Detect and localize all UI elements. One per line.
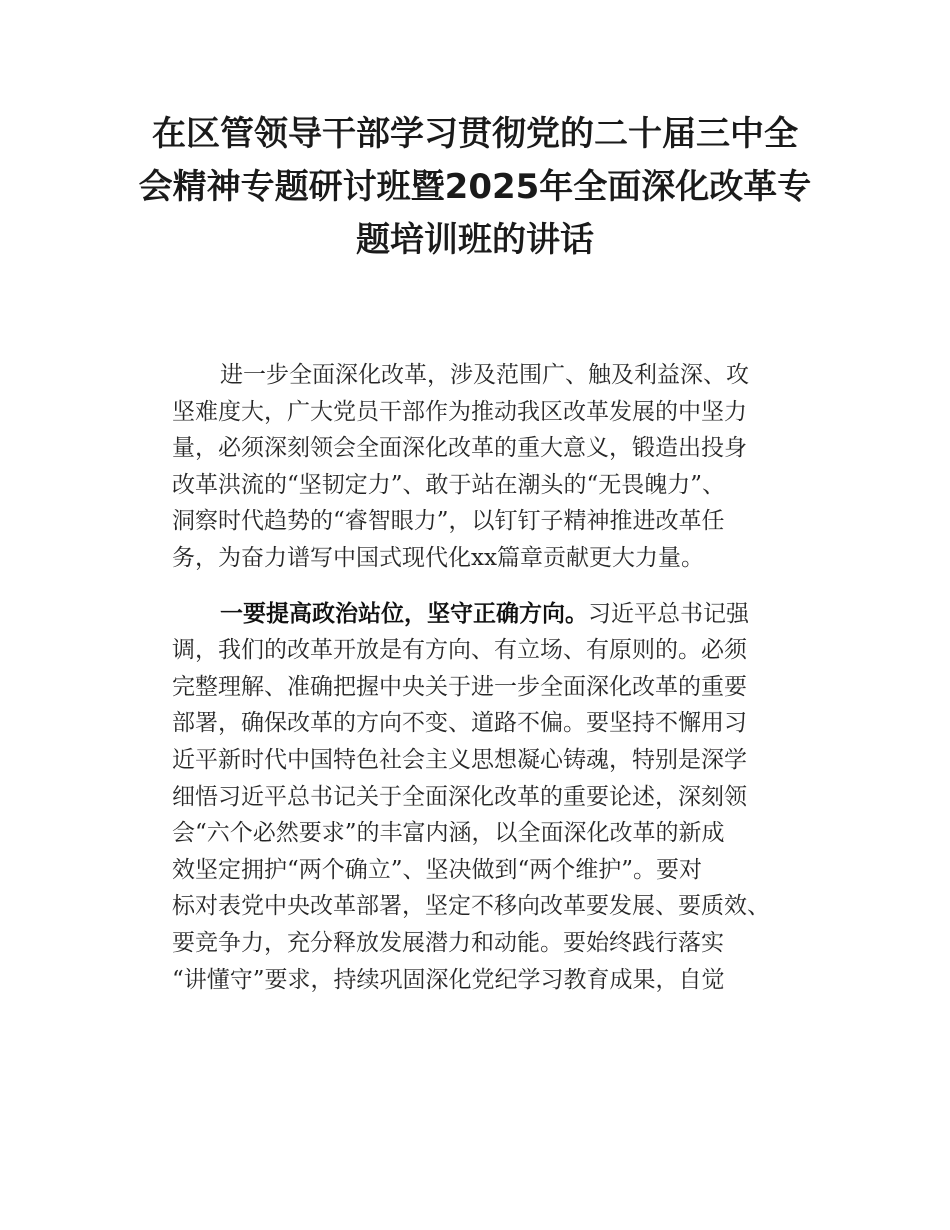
paragraph-lead-heading: 一要提高政治站位，坚守正确方向。	[220, 600, 588, 627]
text-line: 量，必须深刻领会全面深化改革的重大意义，锻造出投身	[172, 435, 747, 462]
text-line: 部署，确保改革的方向不变、道路不偏。要坚持不懈用习	[172, 710, 747, 737]
title-line-1: 在区管领导干部学习贯彻党的二十届三中全	[152, 114, 798, 154]
title-line-3: 题培训班的讲话	[356, 220, 594, 260]
document-title	[120, 108, 830, 267]
text-line: 完整理解、准确把握中央关于进一步全面深化改革的重要	[172, 673, 747, 700]
text-line: 坚难度大，广大党员干部作为推动我区改革发展的中坚力	[172, 398, 747, 425]
text-line: 改革洪流的“坚韧定力”、敢于站在潮头的“无畏魄力”、	[172, 471, 726, 498]
text-line: 会“六个必然要求”的丰富内涵，以全面深化改革的新成	[172, 820, 725, 847]
paragraph-intro	[172, 357, 808, 577]
text-line: 洞察时代趋势的“睿智眼力”，以钉钉子精神推进改革任	[172, 508, 725, 535]
text-line: “讲懂守”要求，持续巩固深化党纪学习教育成果，自觉	[172, 966, 725, 993]
text-line: 进一步全面深化改革，涉及范围广、触及利益深、攻	[220, 362, 749, 388]
text-line: 细悟习近平总书记关于全面深化改革的重要论述，深刻领	[172, 783, 747, 810]
text-line: 务，为奋力谱写中国式现代化xx篇章贡献更大力量。	[172, 544, 704, 571]
text-line: 近平新时代中国特色社会主义思想凝心铸魂，特别是深学	[172, 746, 747, 773]
title-line-2: 会精神专题研讨班暨2025年全面深化改革专	[138, 167, 812, 207]
text-line: 调，我们的改革开放是有方向、有立场、有原则的。必须	[172, 637, 747, 664]
text-line-rest: 习近平总书记强	[588, 600, 749, 627]
text-line-first	[172, 596, 808, 633]
paragraph-point-one	[172, 596, 808, 999]
text-line: 效坚定拥护“两个确立”、坚决做到“两个维护”。要对	[172, 856, 703, 883]
document-body	[172, 357, 808, 1017]
text-line: 标对表党中央改革部署，坚定不移向改革要发展、要质效、	[172, 893, 770, 920]
text-line: 要竞争力，充分释放发展潜力和动能。要始终践行落实	[172, 929, 724, 956]
